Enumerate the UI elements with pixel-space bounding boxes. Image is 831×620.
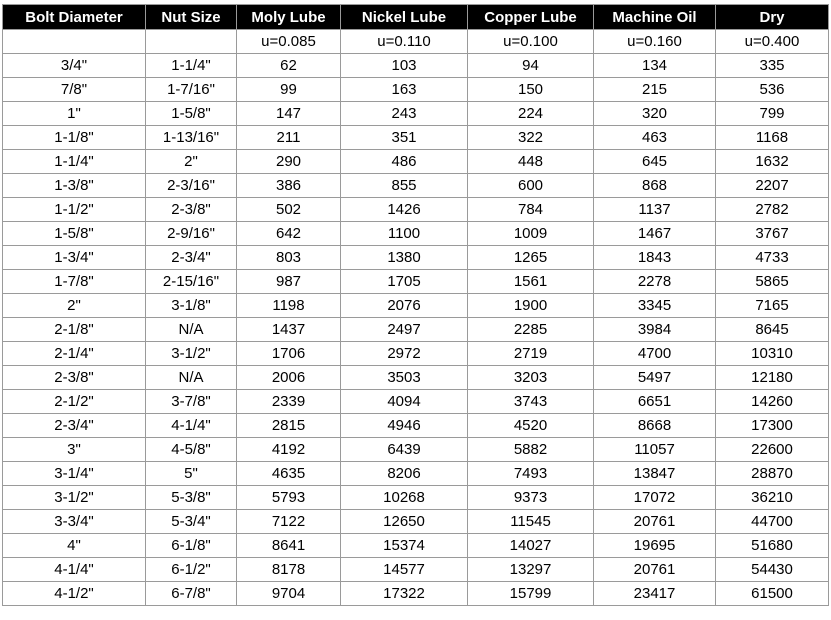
- bolt-diameter-cell: 2-1/2": [3, 390, 146, 414]
- table-row: [3, 486, 829, 510]
- dry-cell: 4733: [716, 246, 829, 270]
- nickel-lube-cell: 3503: [341, 366, 468, 390]
- table-row: [3, 342, 829, 366]
- copper-lube-cell: 600: [468, 174, 594, 198]
- dry-cell: 2207: [716, 174, 829, 198]
- machine-oil-cell: 1843: [594, 246, 716, 270]
- table-row: [3, 270, 829, 294]
- dry-cell: 14260: [716, 390, 829, 414]
- moly-lube-cell: 642: [237, 222, 341, 246]
- copper-lube-cell: 322: [468, 126, 594, 150]
- bolt-diameter-cell: 4-1/4": [3, 558, 146, 582]
- table-row: [3, 414, 829, 438]
- moly-lube-cell: 4192: [237, 438, 341, 462]
- machine-oil-cell: 134: [594, 54, 716, 78]
- table-row: [3, 366, 829, 390]
- bolt-diameter-cell: 3/4": [3, 54, 146, 78]
- machine-oil-cell: 17072: [594, 486, 716, 510]
- nickel-lube-cell: 4946: [341, 414, 468, 438]
- copper-lube-cell: 4520: [468, 414, 594, 438]
- table-row: [3, 222, 829, 246]
- nut-size-cell: N/A: [146, 366, 237, 390]
- table-row: [3, 390, 829, 414]
- copper-lube-cell: 448: [468, 150, 594, 174]
- nickel-lube-cell: 2497: [341, 318, 468, 342]
- dry-cell: 5865: [716, 270, 829, 294]
- machine-oil-cell: 1467: [594, 222, 716, 246]
- nut-size-cell: 4-5/8": [146, 438, 237, 462]
- nut-size-cell: 5-3/4": [146, 510, 237, 534]
- moly-lube-cell: 2339: [237, 390, 341, 414]
- table-row: [3, 54, 829, 78]
- nickel-lube-cell: 4094: [341, 390, 468, 414]
- machine-oil-cell: 23417: [594, 582, 716, 606]
- moly-lube-cell: 62: [237, 54, 341, 78]
- moly-lube-cell: 290: [237, 150, 341, 174]
- nut-size-cell: 2-3/4": [146, 246, 237, 270]
- machine-oil-cell: 215: [594, 78, 716, 102]
- table-row: [3, 294, 829, 318]
- copper-lube-cell: 9373: [468, 486, 594, 510]
- table-row: [3, 102, 829, 126]
- machine-oil-cell: 8668: [594, 414, 716, 438]
- bolt-diameter-cell: 2-3/8": [3, 366, 146, 390]
- nut-size-cell: 5-3/8": [146, 486, 237, 510]
- copper-lube-cell: 1561: [468, 270, 594, 294]
- table-row: [3, 246, 829, 270]
- header-moly-lube: Moly Lube: [237, 5, 341, 30]
- moly-lube-cell: 502: [237, 198, 341, 222]
- nut-size-cell: 1-7/16": [146, 78, 237, 102]
- bolt-diameter-cell: 4-1/2": [3, 582, 146, 606]
- table-row: [3, 558, 829, 582]
- nickel-lube-cell: 163: [341, 78, 468, 102]
- bolt-diameter-cell: 1-1/2": [3, 198, 146, 222]
- copper-lube-cell: 2719: [468, 342, 594, 366]
- machine-oil-cell: 20761: [594, 558, 716, 582]
- header-nut-size: Nut Size: [146, 5, 237, 30]
- bolt-diameter-cell: 1-1/8": [3, 126, 146, 150]
- header-bolt-diameter: Bolt Diameter: [3, 5, 146, 30]
- moly-lube-cell: 5793: [237, 486, 341, 510]
- dry-cell: 536: [716, 78, 829, 102]
- nut-size-cell: 2": [146, 150, 237, 174]
- header-copper-lube: Copper Lube: [468, 5, 594, 30]
- machine-oil-cell: 13847: [594, 462, 716, 486]
- bolt-diameter-cell: 3": [3, 438, 146, 462]
- machine-oil-cell: 645: [594, 150, 716, 174]
- bolt-diameter-cell: 2-1/4": [3, 342, 146, 366]
- nickel-lube-cell: 8206: [341, 462, 468, 486]
- machine-oil-cell: 6651: [594, 390, 716, 414]
- dry-cell: 10310: [716, 342, 829, 366]
- machine-oil-cell: 2278: [594, 270, 716, 294]
- dry-cell: 8645: [716, 318, 829, 342]
- nickel-lube-cell: 486: [341, 150, 468, 174]
- machine-oil-cell: 3984: [594, 318, 716, 342]
- header-machine-oil: Machine Oil: [594, 5, 716, 30]
- nickel-lube-cell: 1380: [341, 246, 468, 270]
- bolt-diameter-cell: 1-1/4": [3, 150, 146, 174]
- copper-lube-cell: 3743: [468, 390, 594, 414]
- bolt-diameter-cell: 3-1/2": [3, 486, 146, 510]
- nut-size-cell: 3-1/2": [146, 342, 237, 366]
- copper-lube-cell: 14027: [468, 534, 594, 558]
- nut-size-cell: 3-1/8": [146, 294, 237, 318]
- nut-size-cell: 4-1/4": [146, 414, 237, 438]
- dry-cell: 1632: [716, 150, 829, 174]
- machine-oil-cell: 868: [594, 174, 716, 198]
- machine-oil-cell: 11057: [594, 438, 716, 462]
- table-row: [3, 174, 829, 198]
- copper-lube-cell: 1900: [468, 294, 594, 318]
- nickel-lube-cell: 1100: [341, 222, 468, 246]
- copper-lube-cell: 150: [468, 78, 594, 102]
- nut-size-cell: 6-1/2": [146, 558, 237, 582]
- dry-cell: 3767: [716, 222, 829, 246]
- copper-lube-cell: 2285: [468, 318, 594, 342]
- dry-cell: 61500: [716, 582, 829, 606]
- nickel-lube-cell: 12650: [341, 510, 468, 534]
- copper-lube-cell: 784: [468, 198, 594, 222]
- nickel-lube-cell: 855: [341, 174, 468, 198]
- copper-lube-cell: 3203: [468, 366, 594, 390]
- dry-cell: 12180: [716, 366, 829, 390]
- bolt-diameter-cell: 2-3/4": [3, 414, 146, 438]
- copper-lube-cell: 1009: [468, 222, 594, 246]
- nut-size-cell: 1-13/16": [146, 126, 237, 150]
- moly-lube-cell: 8641: [237, 534, 341, 558]
- moly-lube-cell: 8178: [237, 558, 341, 582]
- nickel-lube-cell: 351: [341, 126, 468, 150]
- nut-size-cell: 2-3/16": [146, 174, 237, 198]
- moly-lube-cell: 2006: [237, 366, 341, 390]
- nut-size-cell: 2-3/8": [146, 198, 237, 222]
- table-body: [3, 30, 829, 606]
- dry-cell: 2782: [716, 198, 829, 222]
- machine-oil-cell: 320: [594, 102, 716, 126]
- copper-lube-cell: 15799: [468, 582, 594, 606]
- bolt-diameter-cell: 1-3/4": [3, 246, 146, 270]
- nickel-lube-cell: 103: [341, 54, 468, 78]
- dry-cell: 1168: [716, 126, 829, 150]
- copper-lube-cell: 5882: [468, 438, 594, 462]
- bolt-diameter-cell: 1-7/8": [3, 270, 146, 294]
- nut-size-cell: 1-1/4": [146, 54, 237, 78]
- dry-cell: 28870: [716, 462, 829, 486]
- copper-lube-cell: 1265: [468, 246, 594, 270]
- bolt-torque-table: [2, 4, 829, 606]
- copper-lube-cell: 94: [468, 54, 594, 78]
- moly-lube-cell: 1706: [237, 342, 341, 366]
- nickel-lube-cell: 2972: [341, 342, 468, 366]
- nut-size-cell: 5": [146, 462, 237, 486]
- nickel-lube-cell: 2076: [341, 294, 468, 318]
- machine-oil-cell: 5497: [594, 366, 716, 390]
- machine-oil-cell: 3345: [594, 294, 716, 318]
- nickel-lube-cell: 15374: [341, 534, 468, 558]
- moly-lube-cell: 386: [237, 174, 341, 198]
- dry-cell: 799: [716, 102, 829, 126]
- machine-oil-cell: 4700: [594, 342, 716, 366]
- nut-size-cell: 1-5/8": [146, 102, 237, 126]
- machine-oil-cell: 20761: [594, 510, 716, 534]
- coefficient-cell: u=0.400: [716, 30, 829, 54]
- machine-oil-cell: 463: [594, 126, 716, 150]
- moly-lube-cell: 99: [237, 78, 341, 102]
- header-nickel-lube: Nickel Lube: [341, 5, 468, 30]
- dry-cell: 17300: [716, 414, 829, 438]
- dry-cell: 51680: [716, 534, 829, 558]
- table-row: [3, 438, 829, 462]
- header-dry: Dry: [716, 5, 829, 30]
- bolt-diameter-cell: 3-1/4": [3, 462, 146, 486]
- coefficient-cell: u=0.160: [594, 30, 716, 54]
- coefficient-cell: [3, 30, 146, 54]
- nickel-lube-cell: 10268: [341, 486, 468, 510]
- dry-cell: 36210: [716, 486, 829, 510]
- bolt-diameter-cell: 2-1/8": [3, 318, 146, 342]
- copper-lube-cell: 7493: [468, 462, 594, 486]
- nut-size-cell: 6-7/8": [146, 582, 237, 606]
- nickel-lube-cell: 17322: [341, 582, 468, 606]
- dry-cell: 22600: [716, 438, 829, 462]
- bolt-diameter-cell: 1-3/8": [3, 174, 146, 198]
- nickel-lube-cell: 243: [341, 102, 468, 126]
- table-row: [3, 534, 829, 558]
- nickel-lube-cell: 14577: [341, 558, 468, 582]
- nickel-lube-cell: 1426: [341, 198, 468, 222]
- moly-lube-cell: 7122: [237, 510, 341, 534]
- moly-lube-cell: 803: [237, 246, 341, 270]
- moly-lube-cell: 1198: [237, 294, 341, 318]
- table-row: [3, 150, 829, 174]
- moly-lube-cell: 987: [237, 270, 341, 294]
- table-row: [3, 510, 829, 534]
- moly-lube-cell: 9704: [237, 582, 341, 606]
- bolt-diameter-cell: 4": [3, 534, 146, 558]
- table-row: [3, 126, 829, 150]
- nickel-lube-cell: 6439: [341, 438, 468, 462]
- table-row: [3, 318, 829, 342]
- table-row: [3, 462, 829, 486]
- dry-cell: 54430: [716, 558, 829, 582]
- copper-lube-cell: 224: [468, 102, 594, 126]
- bolt-diameter-cell: 1-5/8": [3, 222, 146, 246]
- copper-lube-cell: 13297: [468, 558, 594, 582]
- coefficient-cell: u=0.085: [237, 30, 341, 54]
- table-row: [3, 78, 829, 102]
- moly-lube-cell: 2815: [237, 414, 341, 438]
- table-row: [3, 198, 829, 222]
- nickel-lube-cell: 1705: [341, 270, 468, 294]
- bolt-diameter-cell: 3-3/4": [3, 510, 146, 534]
- copper-lube-cell: 11545: [468, 510, 594, 534]
- coefficient-cell: u=0.110: [341, 30, 468, 54]
- table-row: [3, 582, 829, 606]
- dry-cell: 7165: [716, 294, 829, 318]
- bolt-diameter-cell: 7/8": [3, 78, 146, 102]
- machine-oil-cell: 19695: [594, 534, 716, 558]
- bolt-diameter-cell: 1": [3, 102, 146, 126]
- dry-cell: 335: [716, 54, 829, 78]
- nut-size-cell: 2-9/16": [146, 222, 237, 246]
- coefficient-row: [3, 30, 829, 54]
- nut-size-cell: N/A: [146, 318, 237, 342]
- nut-size-cell: 3-7/8": [146, 390, 237, 414]
- moly-lube-cell: 211: [237, 126, 341, 150]
- header-row: [3, 5, 829, 30]
- machine-oil-cell: 1137: [594, 198, 716, 222]
- nut-size-cell: 2-15/16": [146, 270, 237, 294]
- coefficient-cell: u=0.100: [468, 30, 594, 54]
- bolt-diameter-cell: 2": [3, 294, 146, 318]
- nut-size-cell: 6-1/8": [146, 534, 237, 558]
- coefficient-cell: [146, 30, 237, 54]
- moly-lube-cell: 147: [237, 102, 341, 126]
- dry-cell: 44700: [716, 510, 829, 534]
- moly-lube-cell: 1437: [237, 318, 341, 342]
- moly-lube-cell: 4635: [237, 462, 341, 486]
